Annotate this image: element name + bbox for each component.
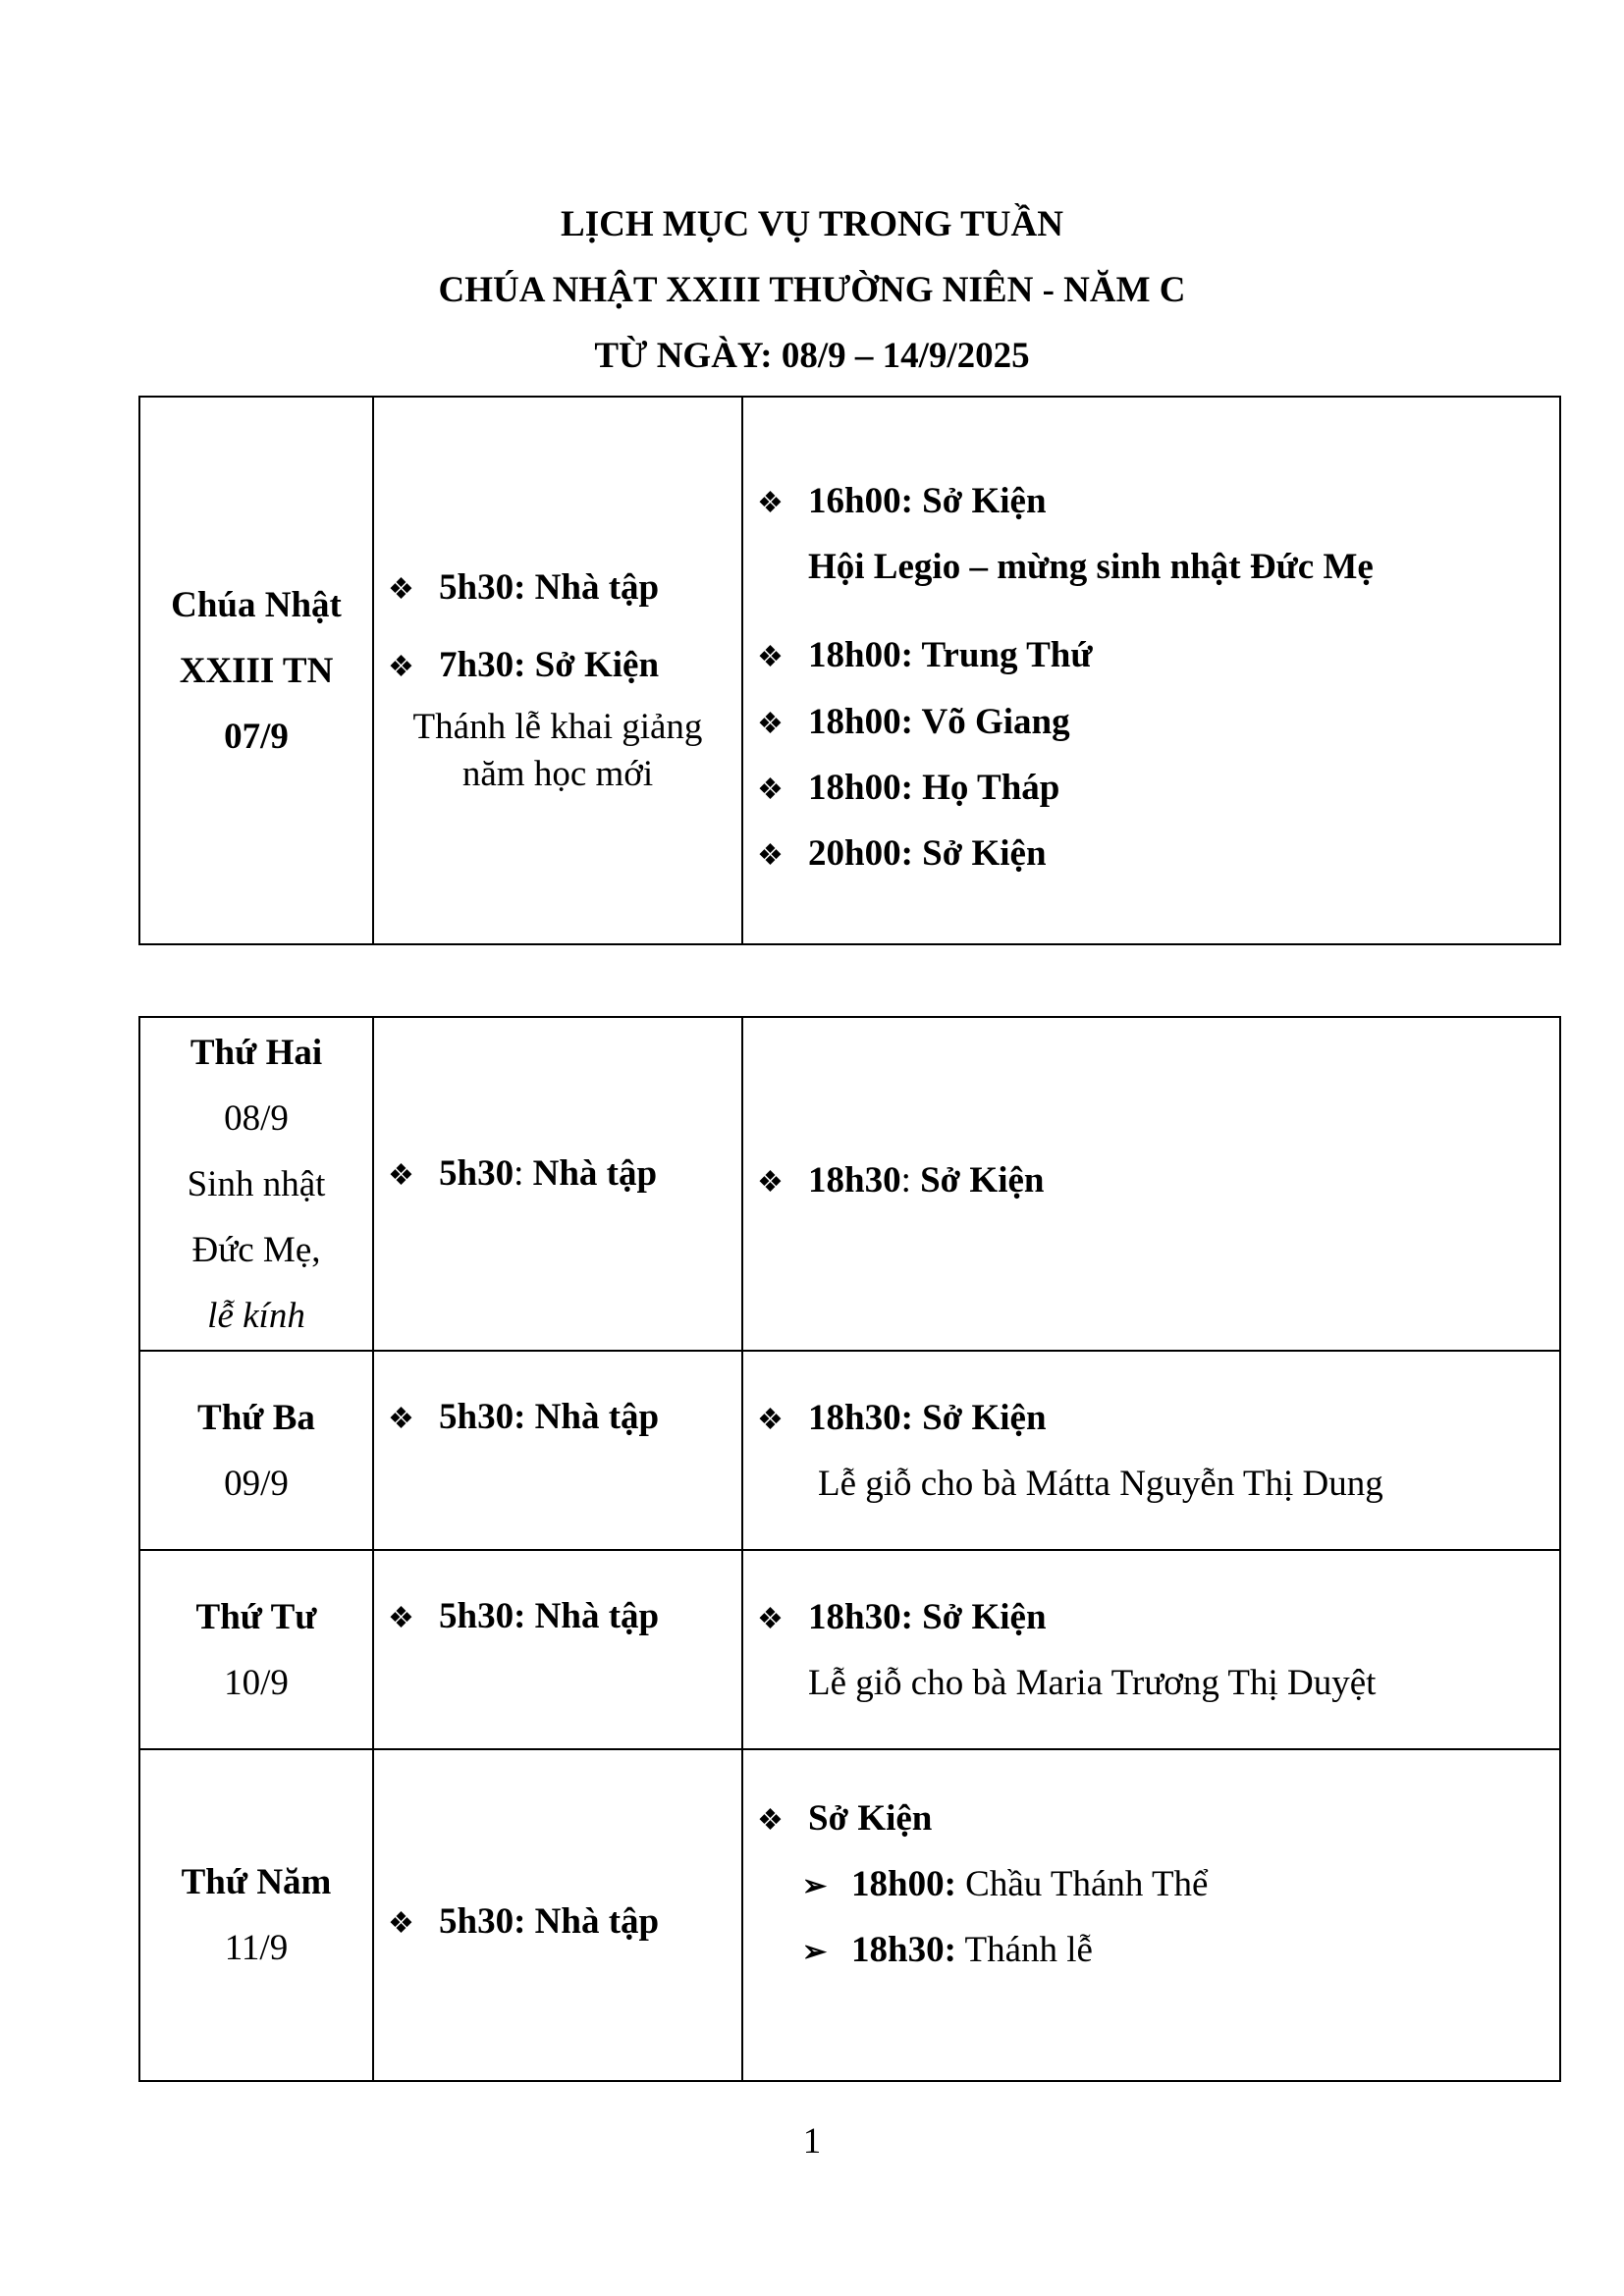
time: 18h00: xyxy=(851,1864,956,1904)
day-name: Thứ Tư xyxy=(195,1596,317,1637)
table-row xyxy=(139,1550,1560,1749)
evening-note: Lễ giỗ cho bà Maria Trương Thị Duyệt xyxy=(808,1662,1377,1703)
sunday-table xyxy=(138,396,1561,945)
time: 7h30 xyxy=(439,644,514,685)
title-line-2: CHÚA NHẬT XXIII THƯỜNG NIÊN - NĂM C xyxy=(438,270,1186,310)
schedule-item: ❖ 5h30: Nhà tập xyxy=(388,1141,741,1206)
sub-item xyxy=(757,1917,1559,1983)
day-name: Thứ Năm xyxy=(181,1862,332,1902)
diamond-bullet-icon: ❖ xyxy=(757,487,784,519)
time: 5h30 xyxy=(439,566,514,608)
morning-cell xyxy=(373,1351,742,1550)
schedule-item: ❖ 16h00: Sở Kiện xyxy=(757,468,1559,534)
evening-cell xyxy=(742,1351,1560,1550)
morning-cell xyxy=(373,1550,742,1749)
schedule-item: ❖ 5h30: Nhà tập xyxy=(388,1384,741,1450)
morning-cell xyxy=(373,1017,742,1351)
diamond-bullet-icon: ❖ xyxy=(757,1165,784,1199)
page-number: 1 xyxy=(802,2121,822,2162)
evening-cell xyxy=(742,1749,1560,2081)
diamond-bullet-icon: ❖ xyxy=(757,1804,784,1837)
day-name: Thứ Hai xyxy=(189,1032,323,1073)
title-line-3: TỪ NGÀY: 08/9 – 14/9/2025 xyxy=(594,336,1030,376)
place: Võ Giang xyxy=(921,702,1070,742)
diamond-bullet-icon: ❖ xyxy=(388,1158,414,1192)
day-date: 11/9 xyxy=(224,1928,289,1968)
day-date: 08/9 xyxy=(224,1097,289,1139)
place: Sở Kiện xyxy=(922,833,1047,874)
diamond-bullet-icon: ❖ xyxy=(388,572,414,606)
evening-cell xyxy=(742,1017,1560,1351)
note-line: Thánh lễ khai giảng xyxy=(412,706,703,747)
schedule-item: ❖ 18h00: Võ Giang xyxy=(757,689,1559,755)
schedule-item: ❖ 18h30: Sở Kiện xyxy=(757,1385,1559,1451)
diamond-bullet-icon: ❖ xyxy=(388,1906,414,1940)
table-row xyxy=(139,1017,1560,1351)
time: 18h30 xyxy=(808,1596,901,1637)
diamond-bullet-icon: ❖ xyxy=(388,1602,414,1634)
schedule-item: ❖ 20h00: Sở Kiện xyxy=(757,821,1559,886)
sub-item xyxy=(757,1851,1559,1917)
day-cell xyxy=(139,1749,373,2081)
time: 18h00 xyxy=(808,635,901,675)
place: Nhà tập xyxy=(534,1900,660,1942)
day-cell xyxy=(139,1017,373,1351)
schedule-item: ❖ 5h30: Nhà tập xyxy=(388,544,741,632)
time: 18h30: xyxy=(851,1930,956,1970)
diamond-bullet-icon: ❖ xyxy=(757,774,784,806)
schedule-item: ❖ 5h30: Nhà tập xyxy=(388,1583,741,1649)
day-note: Đức Mẹ, xyxy=(191,1229,321,1270)
time: 18h30 xyxy=(808,1159,901,1201)
place: Họ Tháp xyxy=(922,768,1060,808)
evening-note: Hội Legio – mừng sinh nhật Đức Mẹ xyxy=(808,547,1374,587)
place: Nhà tập xyxy=(534,566,660,608)
time: 5h30 xyxy=(439,1152,514,1194)
morning-cell xyxy=(373,397,742,944)
schedule-item: ❖ 5h30: Nhà tập xyxy=(388,1889,741,1954)
day-rank: lễ kính xyxy=(207,1295,305,1336)
schedule-item: ❖ 18h00: Trung Thứ xyxy=(757,622,1559,689)
schedule-item xyxy=(757,1786,1559,1851)
day-date: 09/9 xyxy=(224,1463,289,1504)
note-line: năm học mới xyxy=(461,753,654,794)
arrow-bullet-icon: ➢ xyxy=(802,1870,828,1902)
place: Trung Thứ xyxy=(921,635,1093,675)
diamond-bullet-icon: ❖ xyxy=(757,641,784,673)
time: 5h30 xyxy=(439,1596,514,1636)
diamond-bullet-icon: ❖ xyxy=(757,1403,784,1436)
place: Sở Kiện xyxy=(922,1596,1047,1637)
diamond-bullet-icon: ❖ xyxy=(757,839,784,872)
day-cell xyxy=(139,1351,373,1550)
place: Sở Kiện xyxy=(922,1397,1047,1438)
table-row xyxy=(139,397,1560,944)
weekday-table xyxy=(138,1016,1561,2082)
schedule-item: ❖ 7h30: Sở Kiện xyxy=(388,632,741,698)
document-header xyxy=(0,191,1624,389)
time: 18h00 xyxy=(808,702,901,742)
diamond-bullet-icon: ❖ xyxy=(388,650,414,683)
schedule-item: ❖ 18h30: Sở Kiện xyxy=(757,1584,1559,1650)
evening-cell xyxy=(742,397,1560,944)
diamond-bullet-icon: ❖ xyxy=(757,1602,784,1635)
day-subtitle: XXIII TN xyxy=(179,650,334,691)
place: Sở Kiện xyxy=(920,1159,1045,1201)
time: 18h00 xyxy=(808,768,901,808)
evening-cell xyxy=(742,1550,1560,1749)
arrow-bullet-icon: ➢ xyxy=(802,1936,828,1968)
table-row xyxy=(139,1749,1560,2081)
time: 18h30 xyxy=(808,1397,901,1438)
place: Nhà tập xyxy=(534,1397,660,1437)
event: Thánh lễ xyxy=(964,1930,1093,1970)
day-note: Sinh nhật xyxy=(187,1163,326,1204)
time: 5h30 xyxy=(439,1397,514,1437)
diamond-bullet-icon: ❖ xyxy=(388,1403,414,1435)
day-name: Thứ Ba xyxy=(197,1397,315,1438)
time: 5h30 xyxy=(439,1900,514,1942)
schedule-item: ❖ 18h30: Sở Kiện xyxy=(757,1148,1559,1213)
day-cell xyxy=(139,1550,373,1749)
day-date: 10/9 xyxy=(224,1662,289,1703)
time: 16h00 xyxy=(808,481,901,521)
place: Sở Kiện xyxy=(808,1798,933,1839)
day-name: Chúa Nhật xyxy=(171,584,342,625)
morning-note xyxy=(374,704,741,798)
time: 20h00 xyxy=(808,833,901,874)
day-date: 07/9 xyxy=(224,716,289,757)
day-cell xyxy=(139,397,373,944)
place: Nhà tập xyxy=(534,1596,660,1636)
title-line-1: LỊCH MỤC VỤ TRONG TUẦN xyxy=(561,204,1063,244)
evening-note: Lễ giỗ cho bà Mátta Nguyễn Thị Dung xyxy=(818,1463,1383,1504)
morning-cell xyxy=(373,1749,742,2081)
table-row xyxy=(139,1351,1560,1550)
place: Sở Kiện xyxy=(922,481,1047,521)
event: Chầu Thánh Thể xyxy=(965,1864,1209,1904)
schedule-item: ❖ 18h00: Họ Tháp xyxy=(757,755,1559,821)
diamond-bullet-icon: ❖ xyxy=(757,708,784,740)
place: Sở Kiện xyxy=(534,644,660,685)
place: Nhà tập xyxy=(532,1152,658,1194)
